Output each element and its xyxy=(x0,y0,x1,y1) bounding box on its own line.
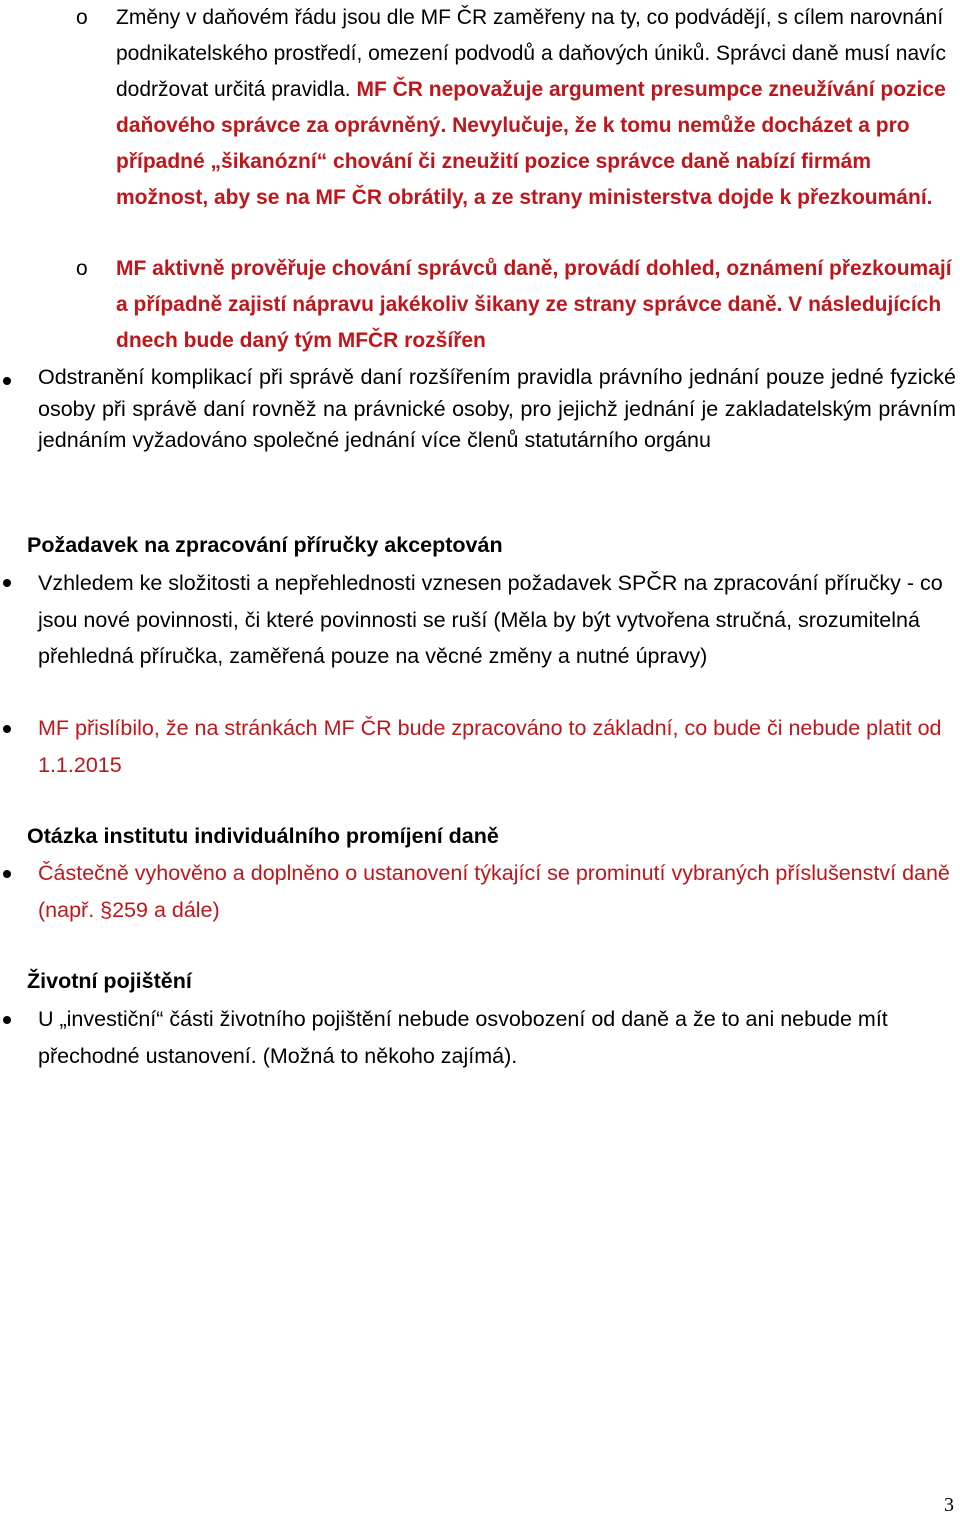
section-heading-life-insurance: Životní pojištění xyxy=(27,969,192,993)
list-item: Částečně vyhověno a doplněno o ustanovení týkající se prominutí vybraných příslušenství daně (např. §259 a dále) xyxy=(38,861,950,922)
list-item: U „investiční“ části životního pojištění nebude osvobození od daně a že to ani nebude mít přechodné ustanovení. (Možná to někoho zajímá). xyxy=(38,1007,888,1068)
page-number: 3 xyxy=(944,1494,954,1516)
sub-item-highlight: MF ČR nepovažuje argument presumpce zneužívání pozice daňového správce za oprávněný. Nevylučuje, že k tomu nemůže docházet a pro případné „šikanózní“ chování či zneužití pozice správce daně nabízí firmám možnost, aby se na MF ČR obrátily, a ze strany ministerstva dojde k přezkoumání. xyxy=(116,78,946,209)
list-item: Vzhledem ke složitosti a nepřehlednosti vznesen požadavek SPČR na zpracování příručky - co jsou nové povinnosti, či které povinnosti se ruší (Měla by být vytvořena stručná, srozumitelná přehledná příručka, zaměřená pouze na věcné změny a nutné úpravy) xyxy=(38,571,943,668)
sub-item-highlight: MF aktivně prověřuje chování správců daně, provádí dohled, oznámení přezkoumají a případně zajistí nápravu jakékoliv šikany ze strany správce daně. V následujících dnech bude daný tým MFČR rozšířen xyxy=(116,257,952,352)
section-heading-tax-waiver: Otázka institutu individuálního promíjení daně xyxy=(27,824,499,848)
list-item: Odstranění komplikací při správě daní rozšířením pravidla právního jednání pouze jedné fyzické osoby při správě daní rovněž na právnické osoby, pro jejichž jednání je zakladatelským právním jednáním vyžadováno společné jednání více členů statutárního orgánu xyxy=(38,365,956,452)
sub-item-tax-code-changes xyxy=(116,0,952,216)
bullet-icon xyxy=(0,576,14,590)
bullet-icon xyxy=(0,867,14,881)
bullet-icon xyxy=(0,374,14,388)
bullet-icon xyxy=(0,1013,14,1027)
sub-item-text: Změny v daňovém řádu jsou dle MF ČR zaměřeny na ty, co podvádějí, s cílem narovnání podnikatelského prostředí, omezení podvodů a daňových úniků. Správci daně musí navíc dodržovat určitá pravidla. xyxy=(116,6,947,101)
list-item: MF přislíbilo, že na stránkách MF ČR bude zpracováno to základní, co bude či nebude platit od 1.1.2015 xyxy=(38,716,942,777)
sub-bullet-marker: o xyxy=(76,6,88,29)
sub-item-mf-supervision xyxy=(116,251,952,359)
section-heading-handbook: Požadavek na zpracování příručky akceptován xyxy=(27,533,503,557)
sub-bullet-marker: o xyxy=(76,257,88,280)
bullet-icon xyxy=(0,722,14,736)
